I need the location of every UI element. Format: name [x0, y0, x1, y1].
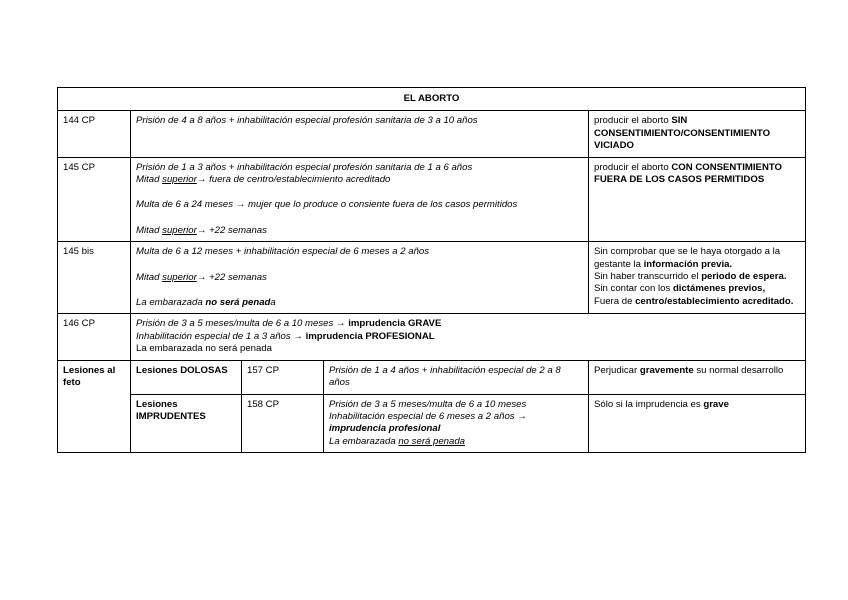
row-145-bis [58, 242, 806, 314]
row-144 [58, 111, 806, 157]
row-lesiones-imprudentes [58, 394, 806, 453]
lesiones-feto-label: Lesiones al feto [58, 360, 131, 452]
row-146 [58, 314, 806, 360]
lesion-type: Lesiones DOLOSAS [131, 360, 242, 394]
article-code: 144 CP [58, 111, 131, 157]
penalty-cell: Prisión de 1 a 3 años + inhabilitación especial profesión sanitaria de 1 a 6 años Mitad superior→ fuera de centro/establecimiento acreditado Multa de 6 a 24 meses → mujer que lo produce o consiente fuera de los casos permitidos Mitad superior→ +22 semanas [131, 157, 589, 242]
aborto-table [57, 87, 806, 453]
row-145 [58, 157, 806, 242]
article-code: 145 CP [58, 157, 131, 242]
article-code: 157 CP [242, 360, 324, 394]
condition-cell: producir el aborto SIN CONSENTIMIENTO/CONSENTIMIENTO VICIADO [589, 111, 806, 157]
condition-cell: Sólo si la imprudencia es grave [589, 394, 806, 453]
penalty-cell: Multa de 6 a 12 meses + inhabilitación especial de 6 meses a 2 años Mitad superior→ +22 semanas La embarazada no será penada [131, 242, 589, 314]
lesion-type: Lesiones IMPRUDENTES [131, 394, 242, 453]
penalty-cell: Prisión de 3 a 5 meses/multa de 6 a 10 meses → imprudencia GRAVE Inhabilitación especial de 1 a 3 años → imprudencia PROFESIONAL La embarazada no será penada [131, 314, 806, 360]
penalty-cell: Prisión de 1 a 4 años + inhabilitación especial de 2 a 8 años [324, 360, 589, 394]
article-code: 146 CP [58, 314, 131, 360]
condition-cell: Sin comprobar que se le haya otorgado a la gestante la información previa. Sin haber transcurrido el periodo de espera. Sin contar con los dictámenes previos, Fuera de centro/establecimiento acreditado. [589, 242, 806, 314]
title-row [58, 88, 806, 111]
row-lesiones-dolosas [58, 360, 806, 394]
table-title: EL ABORTO [58, 88, 806, 111]
article-code: 158 CP [242, 394, 324, 453]
condition-cell: producir el aborto CON CONSENTIMIENTO FUERA DE LOS CASOS PERMITIDOS [589, 157, 806, 242]
penalty-cell: Prisión de 3 a 5 meses/multa de 6 a 10 meses Inhabilitación especial de 6 meses a 2 años → imprudencia profesional La embarazada no será penada [324, 394, 589, 453]
article-code: 145 bis [58, 242, 131, 314]
condition-cell: Perjudicar gravemente su normal desarrollo [589, 360, 806, 394]
penalty-cell: Prisión de 4 a 8 años + inhabilitación especial profesión sanitaria de 3 a 10 años [131, 111, 589, 157]
